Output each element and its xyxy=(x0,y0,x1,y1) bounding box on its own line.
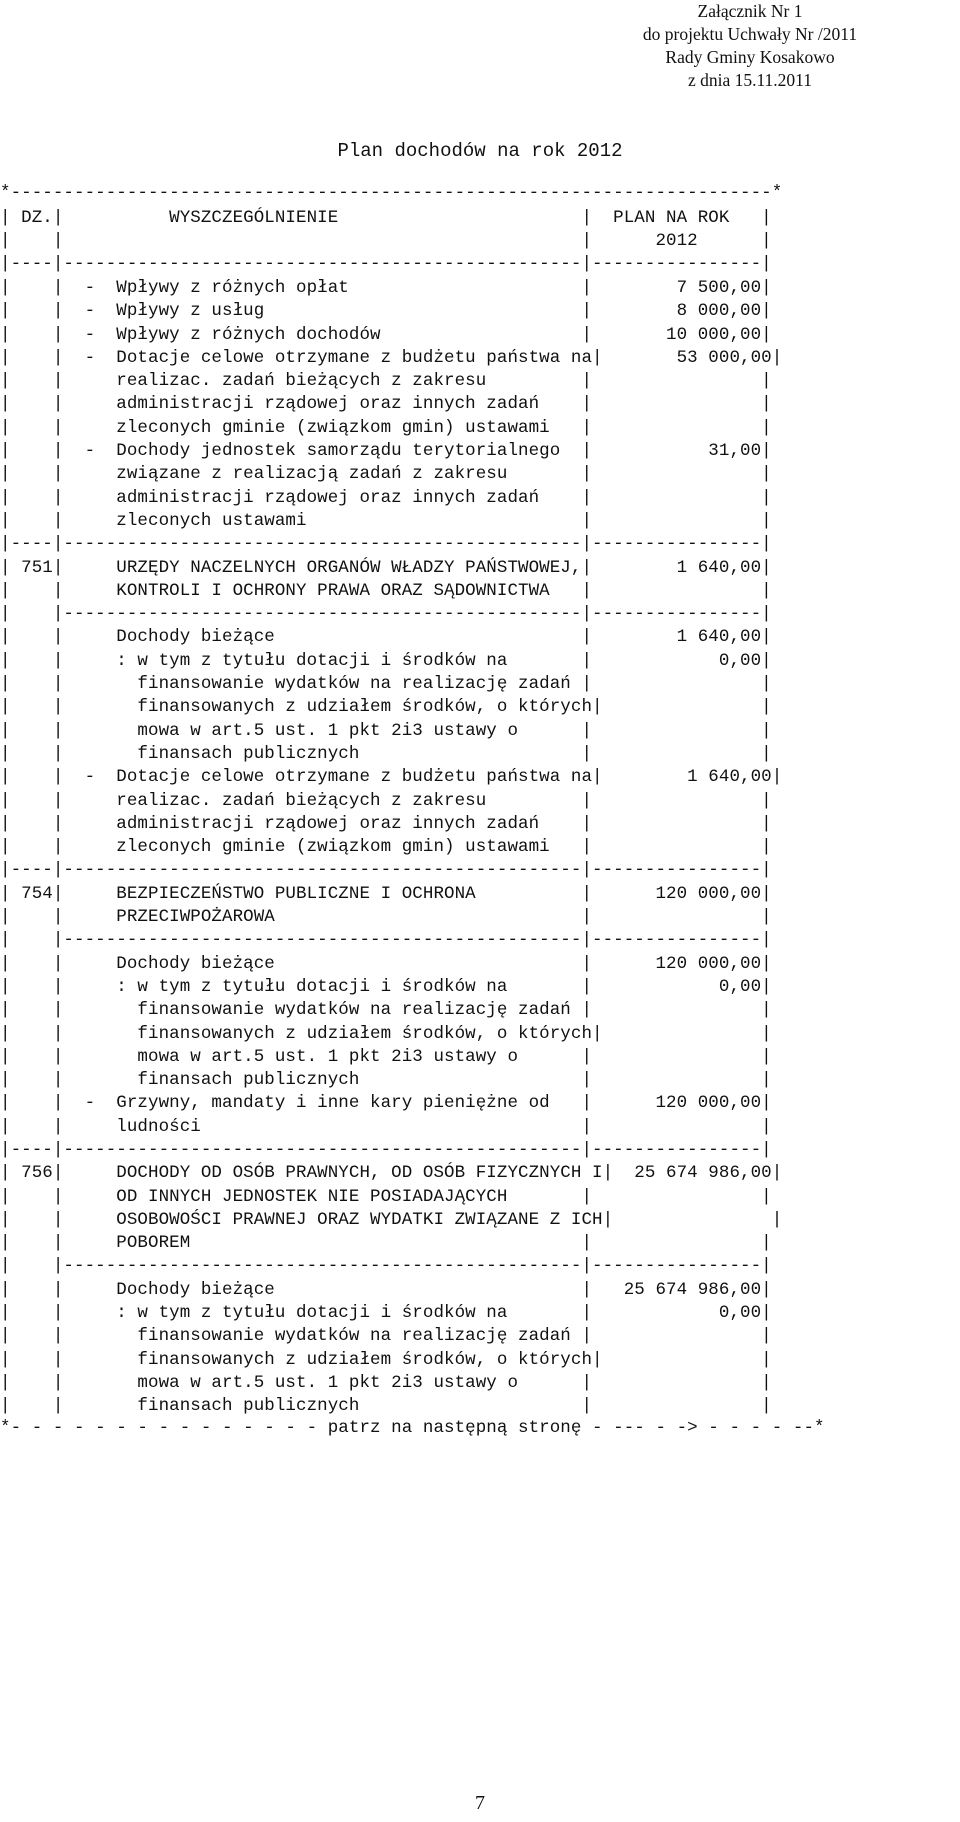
table-separator: |----|-------------------------------------------------|----------------| xyxy=(0,1139,772,1160)
table-row: | | finansowanie wydatków na realizację zadań | | xyxy=(0,1000,772,1021)
page-title: Plan dochodów na rok 2012 xyxy=(337,140,623,162)
table-separator: |----|-------------------------------------------------|----------------| xyxy=(0,534,772,555)
table-row: | | realizac. zadań bieżących z zakresu | | xyxy=(0,371,772,392)
table-row: | | ludności | | xyxy=(0,1116,772,1137)
table-row: | | finansach publicznych | | xyxy=(0,1396,772,1417)
table-row: | | finansowanie wydatków na realizację zadań | | xyxy=(0,1326,772,1347)
table-row: | | PRZECIWPOŻAROWA | | xyxy=(0,907,772,928)
table-row: | | finansowanych z udziałem środków, o których| | xyxy=(0,1349,772,1370)
table-separator: | |-------------------------------------------------|----------------| xyxy=(0,1256,772,1277)
attachment-header xyxy=(620,0,880,92)
table-row: | | : w tym z tytułu dotacji i środków na | 0,00| xyxy=(0,1303,772,1324)
table-row: | | OD INNYCH JEDNOSTEK NIE POSIADAJĄCYCH | | xyxy=(0,1186,772,1207)
table-separator: | |-------------------------------------------------|----------------| xyxy=(0,930,772,951)
table-row: | | mowa w art.5 ust. 1 pkt 2i3 ustawy o | | xyxy=(0,1046,772,1067)
table-row: | | Dochody bieżące | 120 000,00| xyxy=(0,953,772,974)
table-row: | | mowa w art.5 ust. 1 pkt 2i3 ustawy o | | xyxy=(0,720,772,741)
table-header-separator: |----|-------------------------------------------------|----------------| xyxy=(0,254,772,274)
table-separator: | |-------------------------------------------------|----------------| xyxy=(0,604,772,625)
table-row: | | - Wpływy z usług | 8 000,00| xyxy=(0,301,772,322)
table-row: | | OSOBOWOŚCI PRAWNEJ ORAZ WYDATKI ZWIĄZANE Z ICH| | xyxy=(0,1209,783,1230)
table-row: | | finansowanych z udziałem środków, o których| | xyxy=(0,697,772,718)
continued-next-page-footer: *- - - - - - - - - - - - - - - patrz na następną stronę - --- - -> - - - - --* xyxy=(0,1418,825,1438)
table-row: | | zleconych gminie (związkom gmin) ustawami | | xyxy=(0,837,772,858)
table-header-row: | DZ.| WYSZCZEGÓLNIENIE | PLAN NA ROK | xyxy=(0,208,772,228)
table-row: | | zleconych ustawami | | xyxy=(0,510,772,531)
table-body xyxy=(0,277,782,1419)
table-header-row-2: | | | 2012 | xyxy=(0,231,772,251)
table-row: | | POBOREM | | xyxy=(0,1233,772,1254)
table-row: | | realizac. zadań bieżących z zakresu | | xyxy=(0,790,772,811)
document-date: z dnia 15.11.2011 xyxy=(687,70,813,90)
table-row: | | finansach publicznych | | xyxy=(0,743,772,764)
table-separator: |----|-------------------------------------------------|----------------| xyxy=(0,860,772,881)
page-number: 7 xyxy=(475,1792,485,1814)
table-top-border: *------------------------------------------------------------------------* xyxy=(0,183,783,203)
table-row: | | : w tym z tytułu dotacji i środków na | 0,00| xyxy=(0,650,772,671)
table-row: | | administracji rządowej oraz innych zadań | | xyxy=(0,487,772,508)
table-row: | | finansach publicznych | | xyxy=(0,1070,772,1091)
table-row: | 756| DOCHODY OD OSÓB PRAWNYCH, OD OSÓB FIZYCZNYCH I| 25 674 986,00| xyxy=(0,1163,783,1184)
table-row: | | związane z realizacją zadań z zakresu | | xyxy=(0,464,772,485)
table-row: | | - Grzywny, mandaty i inne kary pieniężne od | 120 000,00| xyxy=(0,1093,772,1114)
table-row: | | - Dochody jednostek samorządu terytorialnego | 31,00| xyxy=(0,441,772,462)
table-row: | | zleconych gminie (związkom gmin) ustawami | | xyxy=(0,417,772,438)
table-row: | | - Dotacje celowe otrzymane z budżetu państwa na| 53 000,00| xyxy=(0,347,783,368)
resolution-reference: do projektu Uchwały Nr /2011 xyxy=(642,24,858,44)
table-row: | | Dochody bieżące | 25 674 986,00| xyxy=(0,1279,772,1300)
table-row: | | : w tym z tytułu dotacji i środków na | 0,00| xyxy=(0,976,772,997)
table-row: | | administracji rządowej oraz innych zadań | | xyxy=(0,394,772,415)
council-name: Rady Gminy Kosakowo xyxy=(665,47,835,67)
table-row: | 751| URZĘDY NACZELNYCH ORGANÓW WŁADZY PAŃSTWOWEJ,| 1 640,00| xyxy=(0,557,772,578)
table-row: | | finansowanie wydatków na realizację zadań | | xyxy=(0,674,772,695)
table-row: | | - Wpływy z różnych opłat | 7 500,00| xyxy=(0,278,772,298)
table-row: | | Dochody bieżące | 1 640,00| xyxy=(0,627,772,648)
table-row: | | - Dotacje celowe otrzymane z budżetu państwa na| 1 640,00| xyxy=(0,767,783,788)
table-row: | 754| BEZPIECZEŃSTWO PUBLICZNE I OCHRONA | 120 000,00| xyxy=(0,883,772,904)
table-row: | | finansowanych z udziałem środków, o których| | xyxy=(0,1023,772,1044)
table-row: | | KONTROLI I OCHRONY PRAWA ORAZ SĄDOWNICTWA | | xyxy=(0,580,772,601)
table-row: | | - Wpływy z różnych dochodów | 10 000,00| xyxy=(0,324,772,345)
attachment-number: Załącznik Nr 1 xyxy=(697,1,803,21)
table-row: | | mowa w art.5 ust. 1 pkt 2i3 ustawy o | | xyxy=(0,1372,772,1393)
table-row: | | administracji rządowej oraz innych zadań | | xyxy=(0,813,772,834)
